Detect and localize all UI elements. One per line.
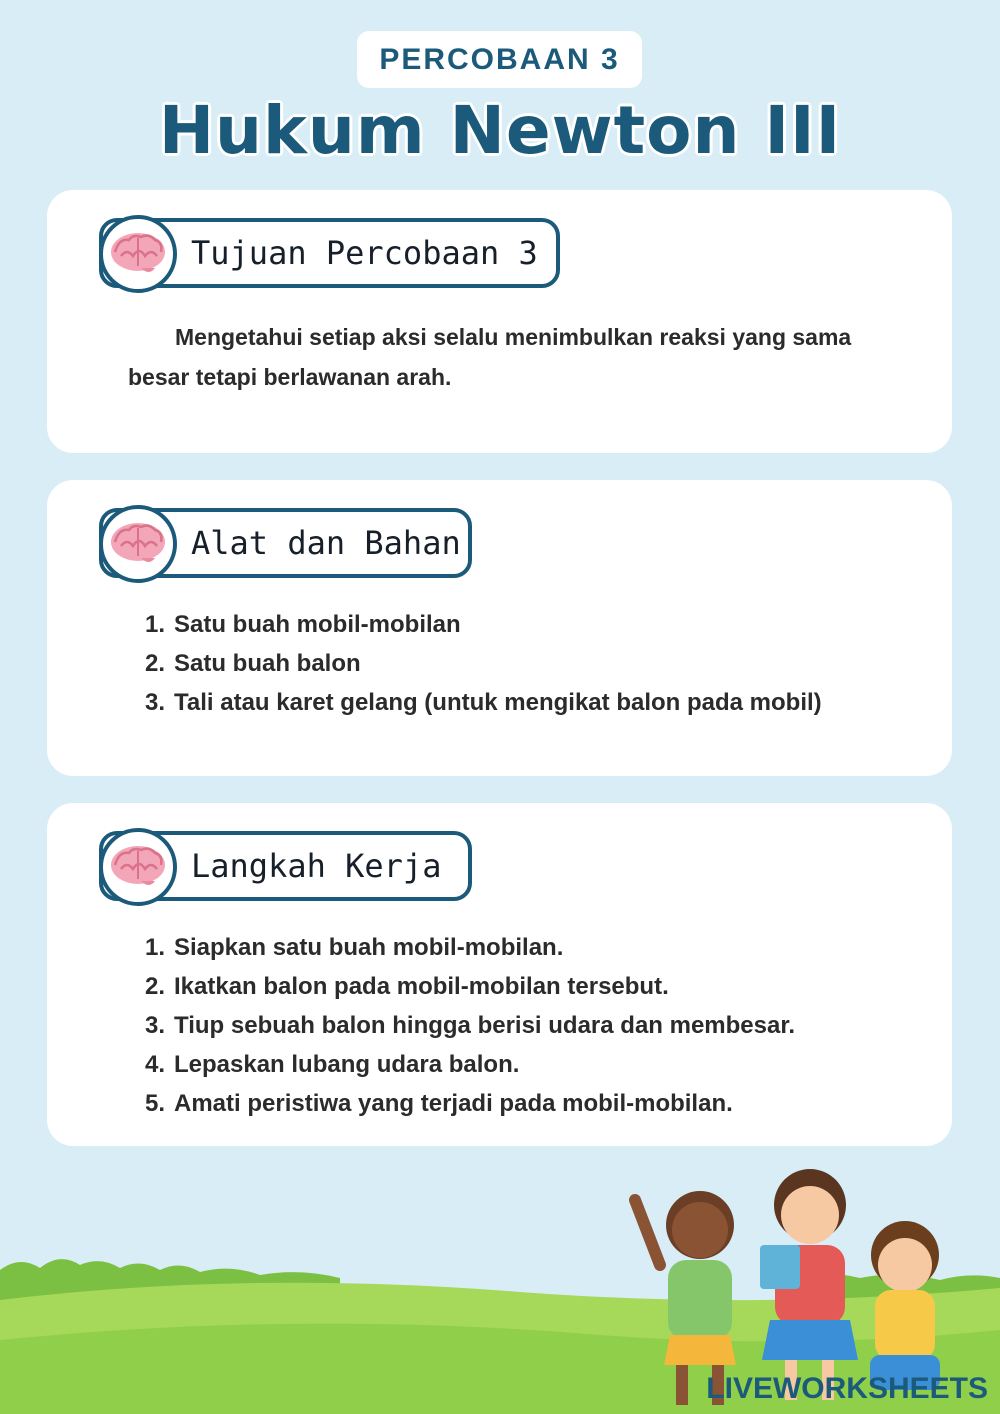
percobaan-badge [357, 31, 642, 88]
list-number: 3. [145, 689, 166, 716]
list-text: Lepaskan lubang udara balon. [174, 1051, 520, 1078]
tujuan-text-content: Mengetahui setiap aksi selalu menimbulkan reaksi yang sama besar tetapi berlawanan arah. [128, 324, 852, 390]
brain-icon [99, 215, 177, 293]
list-item [145, 605, 871, 644]
langkah-card [47, 803, 952, 1146]
children-illustration [635, 1169, 940, 1405]
watermark: LIVEWORKSHEETS [706, 1372, 988, 1405]
brain-icon [99, 828, 177, 906]
langkah-list [145, 928, 871, 1123]
list-number: 5. [145, 1090, 166, 1117]
list-item [145, 683, 871, 722]
list-text: Satu buah mobil-mobilan [174, 611, 461, 638]
list-item [145, 1006, 871, 1045]
alat-heading: Alat dan Bahan [191, 524, 461, 562]
list-text: Siapkan satu buah mobil-mobilan. [174, 934, 564, 961]
list-number: 2. [145, 650, 166, 677]
list-item [145, 644, 871, 683]
list-text: Satu buah balon [174, 650, 361, 677]
tujuan-card [47, 190, 952, 453]
brain-icon [99, 505, 177, 583]
list-item [145, 928, 871, 967]
list-item [145, 1084, 871, 1123]
tujuan-heading: Tujuan Percobaan 3 [191, 234, 538, 272]
list-text: Ikatkan balon pada mobil-mobilan tersebut. [174, 973, 669, 1000]
list-number: 1. [145, 611, 166, 638]
list-text: Tiup sebuah balon hingga berisi udara dan membesar. [174, 1012, 796, 1039]
list-number: 1. [145, 934, 166, 961]
list-number: 2. [145, 973, 166, 1000]
alat-card [47, 480, 952, 776]
list-text: Tali atau karet gelang (untuk mengikat balon pada mobil) [174, 689, 822, 716]
list-number: 4. [145, 1051, 166, 1078]
percobaan-label: PERCOBAAN 3 [379, 42, 620, 76]
list-text: Amati peristiwa yang terjadi pada mobil-mobilan. [174, 1090, 733, 1117]
langkah-heading: Langkah Kerja [191, 847, 442, 885]
page-title: Hukum Newton III [158, 92, 842, 169]
list-item [145, 967, 871, 1006]
alat-list [145, 605, 871, 722]
list-item [145, 1045, 871, 1084]
tujuan-text [128, 317, 871, 397]
list-number: 3. [145, 1012, 166, 1039]
